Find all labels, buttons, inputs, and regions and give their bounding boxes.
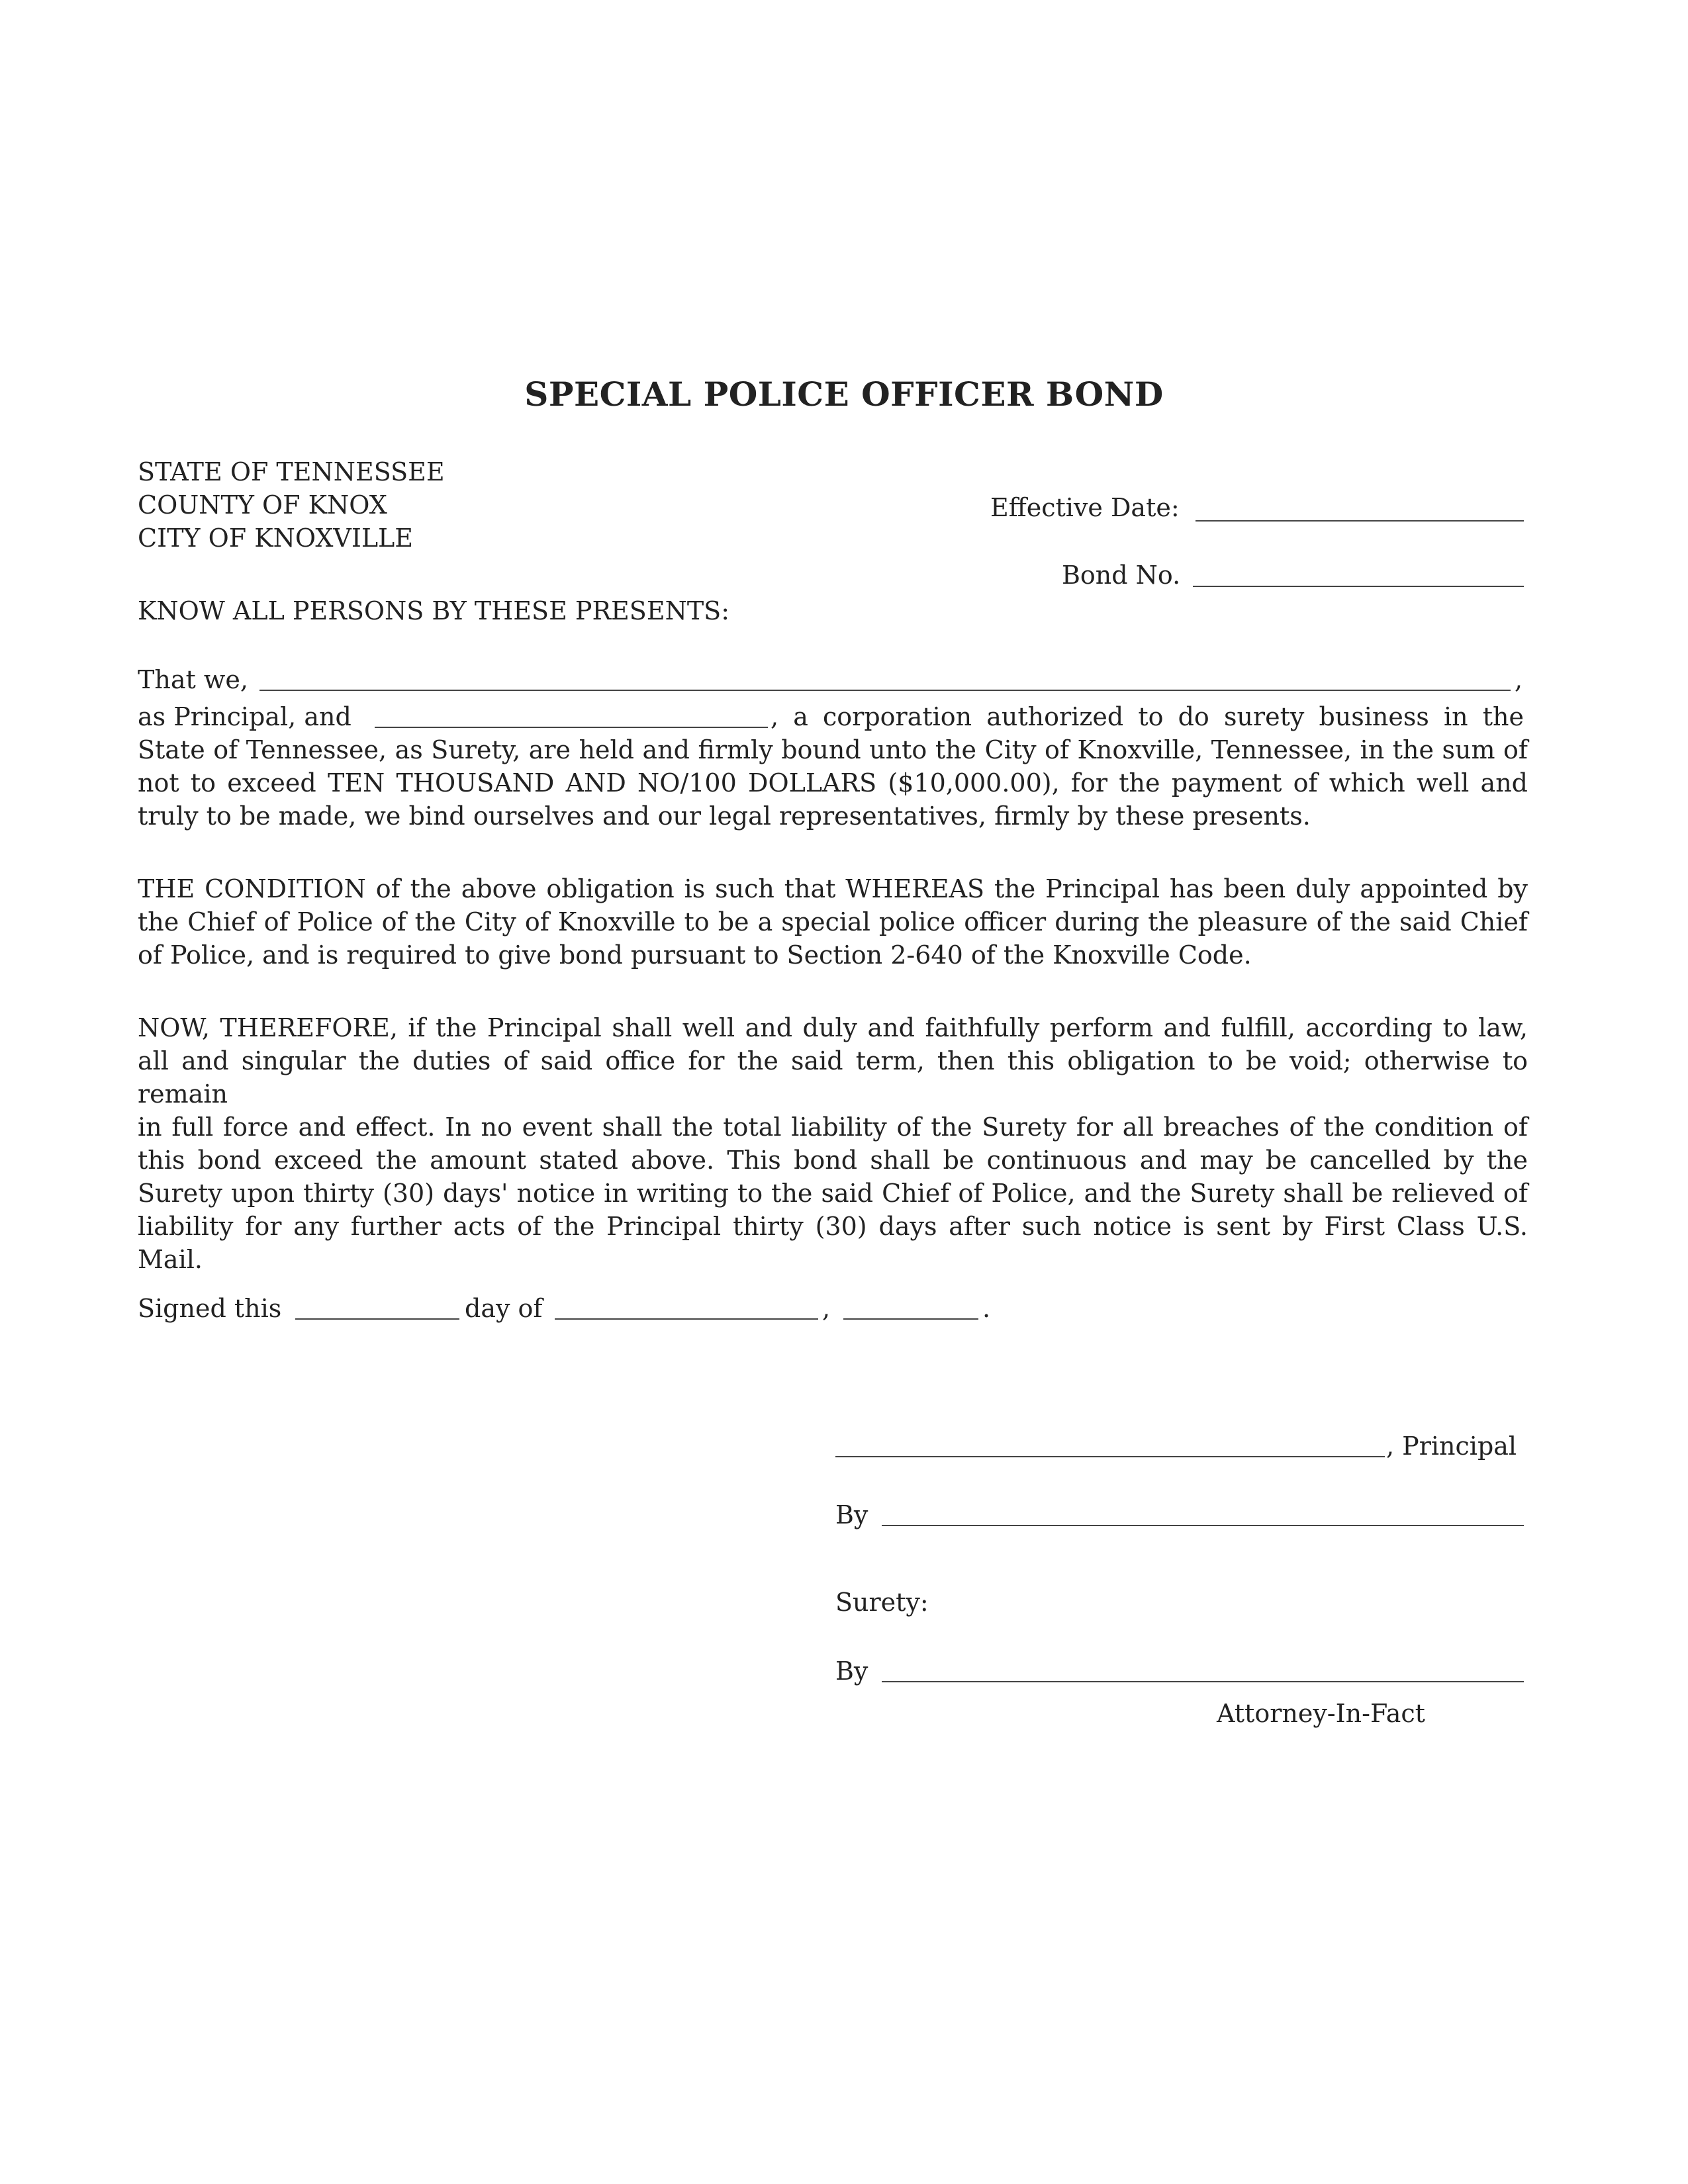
day-of-label: day of: [465, 1294, 543, 1323]
effective-date-label: Effective Date:: [990, 493, 1180, 522]
therefore-line-3: in full force and effect. In no event shall the total liability of the Surety for all breaches of the condition of: [138, 1113, 1528, 1142]
condition-line-2: the Chief of Police of the City of Knoxville to be a special police officer during the pleasure of the said Chief: [138, 907, 1528, 936]
paragraph-obligation: [138, 733, 1528, 833]
surety-by-signature-field[interactable]: [882, 1681, 1524, 1682]
condition-line-1: THE CONDITION of the above obligation is such that WHEREAS the Principal has been duly appointed by: [138, 874, 1528, 903]
surety-name-field[interactable]: [375, 727, 768, 728]
principal-label: , Principal: [1386, 1432, 1517, 1461]
corporation-text: , a corporation authorized to do surety business in the: [771, 702, 1524, 731]
therefore-line-2: all and singular the duties of said office for the said term, then this obligation to be void; otherwise to remain: [138, 1046, 1528, 1109]
surety-label: Surety:: [835, 1588, 929, 1617]
by-label-1: By: [835, 1500, 868, 1529]
principal-by-signature-field[interactable]: [882, 1525, 1524, 1526]
effective-date-field[interactable]: [1196, 520, 1524, 522]
therefore-line-6: liability for any further acts of the Principal thirty (30) days after such notice is sent by First Class U.S.: [138, 1212, 1528, 1241]
that-we-label: That we,: [138, 665, 248, 694]
paragraph-therefore: [138, 1011, 1528, 1276]
signed-period: .: [982, 1294, 991, 1323]
therefore-line-1: NOW, THEREFORE, if the Principal shall well and duly and faithfully perform and fulfill, according to law,: [138, 1013, 1528, 1042]
therefore-line-4: this bond exceed the amount stated above. This bond shall be continuous and may be cancelled by the: [138, 1146, 1528, 1175]
signed-day-field[interactable]: [295, 1318, 459, 1320]
bond-no-field[interactable]: [1193, 586, 1524, 587]
signed-month-field[interactable]: [555, 1318, 818, 1320]
condition-line-3: of Police, and is required to give bond pursuant to Section 2-640 of the Knoxville Code.: [138, 940, 1252, 970]
paragraph-condition: [138, 872, 1528, 972]
venue-city: CITY OF KNOXVILLE: [138, 523, 414, 553]
obligation-line-5: truly to be made, we bind ourselves and our legal representatives, firmly by these presents.: [138, 801, 1311, 831]
as-principal-label: as Principal, and: [138, 702, 352, 731]
venue-state: STATE OF TENNESSEE: [138, 457, 445, 486]
signed-this-label: Signed this: [138, 1294, 282, 1323]
principal-name-field[interactable]: [259, 690, 1511, 691]
know-all-heading: KNOW ALL PERSONS BY THESE PRESENTS:: [138, 596, 730, 625]
signed-comma: ,: [822, 1294, 831, 1323]
attorney-in-fact-label: Attorney-In-Fact: [1217, 1699, 1425, 1728]
bond-no-label: Bond No.: [1062, 561, 1181, 590]
signed-year-field[interactable]: [843, 1318, 978, 1320]
therefore-line-7: Mail.: [138, 1245, 203, 1274]
by-label-2: By: [835, 1657, 868, 1686]
principal-signature-field[interactable]: [835, 1456, 1385, 1457]
obligation-line-3: State of Tennessee, as Surety, are held and firmly bound unto the City of Knoxville, Tennessee, in the sum of: [138, 735, 1528, 764]
venue-county: COUNTY OF KNOX: [138, 490, 387, 520]
obligation-line-4: not to exceed TEN THOUSAND AND NO/100 DOLLARS ($10,000.00), for the payment of which well and: [138, 768, 1528, 797]
document-title: SPECIAL POLICE OFFICER BOND: [524, 375, 1164, 414]
that-we-comma: ,: [1515, 665, 1523, 694]
therefore-line-5: Surety upon thirty (30) days' notice in writing to the said Chief of Police, and the Surety shall be relieved of: [138, 1179, 1528, 1208]
